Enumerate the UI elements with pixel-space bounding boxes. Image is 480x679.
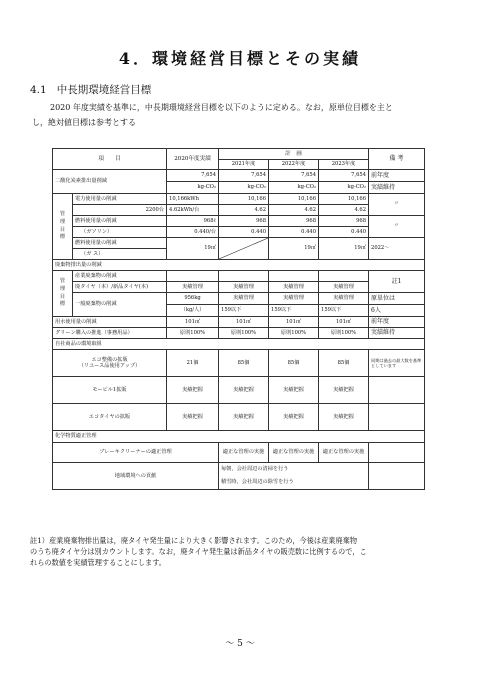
row-label: モービル1拡販 — [53, 377, 167, 404]
cell-value: 101㎥ — [269, 317, 319, 328]
cell-value: 85個 — [319, 350, 369, 377]
header-year: 2023年度 — [319, 160, 369, 170]
cell-value: 原則100% — [219, 328, 269, 339]
table-header-row — [53, 149, 425, 160]
empty-cell — [219, 238, 269, 260]
cell-value: 0.440/台 — [167, 227, 219, 238]
row-label: 二酸化炭素排出量削減 — [53, 170, 167, 194]
cell-value: 19㎥ — [319, 238, 369, 260]
cell-value: 実績把握 — [167, 377, 219, 404]
cell-remark: 2022～ — [369, 238, 425, 260]
cell-value: 101㎥ — [219, 317, 269, 328]
cell-value: 適正な管理の実施 — [269, 443, 319, 463]
empty-cell — [369, 443, 425, 463]
table-section-row — [53, 260, 425, 271]
row-label-line: エコ整備の拡販 — [91, 356, 128, 363]
cell-value: 10,166 — [319, 194, 369, 205]
cell-value: 101㎥ — [319, 317, 369, 328]
header-remarks: 備 考 — [369, 149, 425, 170]
cell-remark: 〃 — [369, 216, 425, 238]
row-label: 燃料使用量の削減 — [73, 238, 167, 249]
section-heading — [30, 82, 151, 97]
cell-value: 85個 — [269, 350, 319, 377]
cell-unit: kg-CO₂ — [319, 182, 369, 194]
cell-value: 原則100% — [319, 328, 369, 339]
cell-value: 159以下 — [219, 305, 269, 317]
header-base-year: 2020年度実績 — [167, 149, 219, 170]
empty-cell — [219, 271, 269, 282]
cell-value: 実績把握 — [219, 377, 269, 404]
cell-value: 85個 — [219, 350, 269, 377]
management-target-label: 管 理 目 標 — [53, 271, 73, 317]
targets-table — [52, 148, 425, 490]
cell-value: 原則100% — [167, 328, 219, 339]
empty-cell — [369, 463, 425, 490]
table-section-row — [53, 339, 425, 350]
cell-value: 実績管理 — [269, 282, 319, 293]
cell-unit: kg-CO₂ — [167, 182, 219, 194]
cell-value: 159以下 — [319, 305, 369, 317]
cell-value: 実績把握 — [319, 377, 369, 404]
cell-value: 4.62kWh/台 — [167, 205, 219, 216]
row-label: グリーン購入の推進（事務用品） — [53, 328, 167, 339]
row-label — [53, 350, 167, 377]
empty-cell — [369, 377, 425, 404]
cell-value: 実績管理 — [269, 293, 319, 305]
cell-value: 19㎥ — [269, 238, 319, 260]
cell-value: 実績管理 — [319, 293, 369, 305]
cell-value: 実績管理 — [219, 282, 269, 293]
cell-value: 実績把握 — [319, 404, 369, 431]
page-number: ～ 5 ～ — [225, 639, 255, 649]
cell-value: 10,166kWh — [167, 194, 219, 205]
cell-value: 19㎥ — [167, 238, 219, 260]
empty-cell — [319, 271, 369, 282]
cell-value: 968 — [219, 216, 269, 227]
table-row — [53, 377, 425, 404]
cell-line: 毎朝，会社周辺の清掃を行う — [221, 466, 289, 472]
table-row — [53, 271, 425, 282]
cell-value: 実績把握 — [269, 404, 319, 431]
cell-value: 101㎥ — [167, 317, 219, 328]
header-item: 項 目 — [53, 149, 167, 170]
cell-remark: 前年度 — [369, 170, 425, 182]
footnote-line: れらの数値を実績管理することにします。 — [30, 558, 166, 567]
cell-remark: 前年度 — [369, 317, 425, 328]
table-row — [53, 317, 425, 328]
cell-line: 積雪時，会社周辺の除雪を行う — [221, 479, 294, 485]
table-section-row — [53, 431, 425, 443]
table-row — [53, 216, 425, 227]
section-label: 廃棄物排出量の削減 — [53, 260, 425, 271]
row-sub-label: 2200台 — [73, 205, 167, 216]
cell-value: 7,654 — [219, 170, 269, 182]
header-plan: 計 画 — [219, 149, 369, 160]
header-year: 2021年度 — [219, 160, 269, 170]
cell-remark: 同期は過去の最大数を基準としています — [369, 350, 425, 377]
cell-value: 適正な管理の実施 — [219, 443, 269, 463]
cell-value: 実績把握 — [269, 377, 319, 404]
table-row — [53, 238, 425, 249]
cell-value: 159以下 — [269, 305, 319, 317]
cell-value: 7,654 — [167, 170, 219, 182]
row-label: ブレーキクリーナーの適正管理 — [53, 443, 219, 463]
table-row — [53, 328, 425, 339]
section-number: 4.1 — [30, 84, 47, 96]
page-title: 4．環境経営目標とその実績 — [118, 49, 362, 68]
cell-value: 実績管理 — [167, 282, 219, 293]
table-row — [53, 350, 425, 377]
footnote-line: のうち廃タイヤ分は別カウントします。なお，廃タイヤ発生量は新品タイヤの販売数に比例するので，こ — [30, 547, 367, 556]
cell-value — [219, 463, 369, 490]
section-label: 自社商品の環境取組 — [53, 339, 425, 350]
table-row — [53, 293, 425, 305]
row-label: 用水使用量の削減 — [53, 317, 167, 328]
table-row — [53, 443, 425, 463]
cell-value: 956kg — [167, 293, 219, 305]
header-year: 2022年度 — [269, 160, 319, 170]
cell-value: 実績管理 — [219, 293, 269, 305]
cell-remark: 〃 — [369, 194, 425, 216]
row-sub-label: （ガ ス） — [73, 249, 167, 260]
intro-line: 2020 年度実績を基準に，中長期環境経営目標を以下のように定める。なお，原単位目標を主と — [50, 103, 393, 112]
table-row — [53, 170, 425, 182]
cell-value: 実績管理 — [319, 282, 369, 293]
section-title: 中長期環境経営目標 — [56, 84, 152, 96]
cell-remark: 実績維持 — [369, 328, 425, 339]
diagonal-line — [219, 238, 268, 259]
cell-remark: 6人 — [369, 305, 425, 317]
row-label: 一般廃棄物の削減 — [73, 293, 167, 317]
row-label: 電力使用量の削減 — [73, 194, 167, 205]
cell-value: 0.440 — [269, 227, 319, 238]
cell-remark: 実績維持 — [369, 182, 425, 194]
cell-value: 21個 — [167, 350, 219, 377]
cell-value: 4.62 — [269, 205, 319, 216]
cell-value: 実績把握 — [167, 404, 219, 431]
empty-cell — [369, 404, 425, 431]
cell-value: 7,654 — [319, 170, 369, 182]
cell-value: 10,166 — [219, 194, 269, 205]
empty-cell — [269, 271, 319, 282]
cell-remark: 原単位は — [369, 293, 425, 305]
cell-value: 適正な管理の実施 — [319, 443, 369, 463]
footnote — [30, 535, 450, 568]
row-label: エコタイヤの拡販 — [53, 404, 167, 431]
table-row — [53, 194, 425, 205]
cell-value: 968ℓ — [167, 216, 219, 227]
cell-value: 原則100% — [269, 328, 319, 339]
management-target-label: 管 理 目 標 — [53, 194, 73, 260]
cell-value: 7,654 — [269, 170, 319, 182]
row-label: 産業廃棄物の削減 — [73, 271, 167, 282]
cell-value: 4.62 — [219, 205, 269, 216]
row-sub-label: （ガソリン） — [73, 227, 167, 238]
intro-paragraph — [32, 100, 452, 130]
row-label-line: （リユース品使用アップ） — [78, 363, 141, 369]
cell-value: 10,166 — [269, 194, 319, 205]
footnote-line: 註1）産業廃棄物排出量は，廃タイヤ発生量により大きく影響されます。このため，今後は産業廃棄物 — [30, 536, 358, 545]
table-row — [53, 404, 425, 431]
cell-value: 0.440 — [219, 227, 269, 238]
intro-line: し，絶対値目標は参考とする — [32, 118, 136, 127]
row-label: 廃タイヤ（本）/新品タイヤ(本) — [73, 282, 167, 293]
cell-value: 0.440 — [319, 227, 369, 238]
cell-value: （kg/人） — [167, 305, 219, 317]
cell-value: 4.62 — [319, 205, 369, 216]
row-label: 地域環境への貢献 — [53, 463, 219, 490]
empty-cell — [167, 271, 219, 282]
cell-value: 968 — [269, 216, 319, 227]
cell-unit: kg-CO₂ — [219, 182, 269, 194]
row-label: 燃料使用量の削減 — [73, 216, 167, 227]
table-row — [53, 463, 425, 490]
cell-unit: kg-CO₂ — [269, 182, 319, 194]
cell-remark: 註1 — [369, 271, 425, 293]
section-label: 化学物質適正管理 — [53, 431, 425, 443]
cell-value: 968 — [319, 216, 369, 227]
cell-value: 実績把握 — [219, 404, 269, 431]
